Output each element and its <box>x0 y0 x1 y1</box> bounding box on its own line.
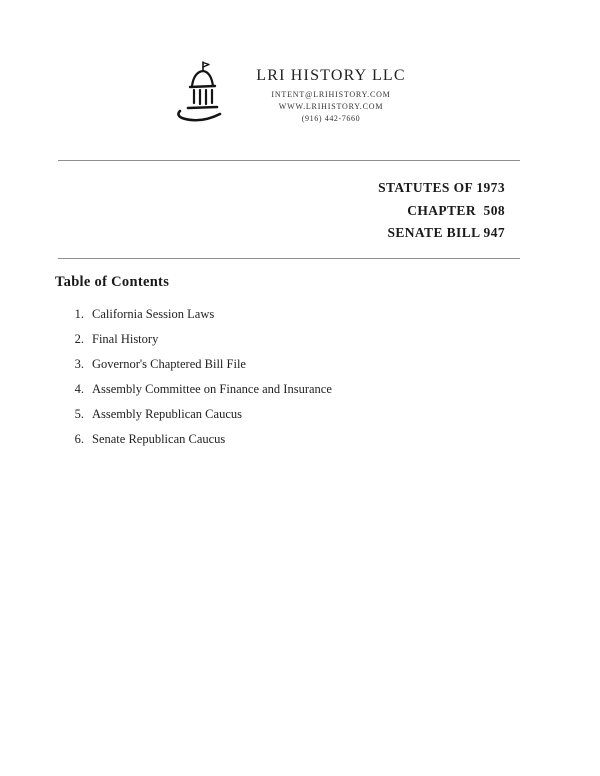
toc-item-number: 5. <box>74 407 84 421</box>
divider-middle <box>58 258 520 259</box>
toc-item-number: 2. <box>74 332 84 346</box>
capitol-building-icon <box>170 58 230 134</box>
toc-item <box>70 357 332 371</box>
toc-item <box>70 382 332 396</box>
toc-title: Table of Contents <box>55 274 170 290</box>
toc-item-number: 1. <box>74 307 84 321</box>
toc-item <box>70 332 332 346</box>
toc-item <box>70 407 332 421</box>
toc-item-label: Assembly Committee on Finance and Insurance <box>92 382 332 396</box>
toc-item <box>70 307 332 321</box>
toc-item-number: 4. <box>74 382 84 396</box>
statute-heading <box>378 177 505 245</box>
letterhead-contact <box>256 67 406 125</box>
letterhead <box>0 58 588 134</box>
company-phone: (916) 442-7660 <box>301 114 361 123</box>
toc-item-number: 3. <box>74 357 84 371</box>
statute-line-bill: SENATE BILL 947 <box>387 225 505 240</box>
toc-item-label: Governor's Chaptered Bill File <box>92 357 246 371</box>
company-name: LRI HISTORY LLC <box>256 67 406 84</box>
toc-item-label: Assembly Republican Caucus <box>92 407 242 421</box>
company-email: INTENT@LRIHISTORY.COM <box>271 90 391 99</box>
toc-item-number: 6. <box>74 432 84 446</box>
statute-line-chapter: CHAPTER 508 <box>407 202 505 218</box>
toc-item-label: California Session Laws <box>92 307 215 321</box>
company-website: WWW.LRIHISTORY.COM <box>278 102 384 111</box>
statute-line-year: STATUTES OF 1973 <box>378 180 505 195</box>
toc-item-label: Senate Republican Caucus <box>92 432 226 446</box>
toc-item <box>70 432 332 446</box>
toc-list <box>70 307 332 457</box>
toc-item-label: Final History <box>92 332 159 346</box>
divider-top <box>58 160 520 161</box>
